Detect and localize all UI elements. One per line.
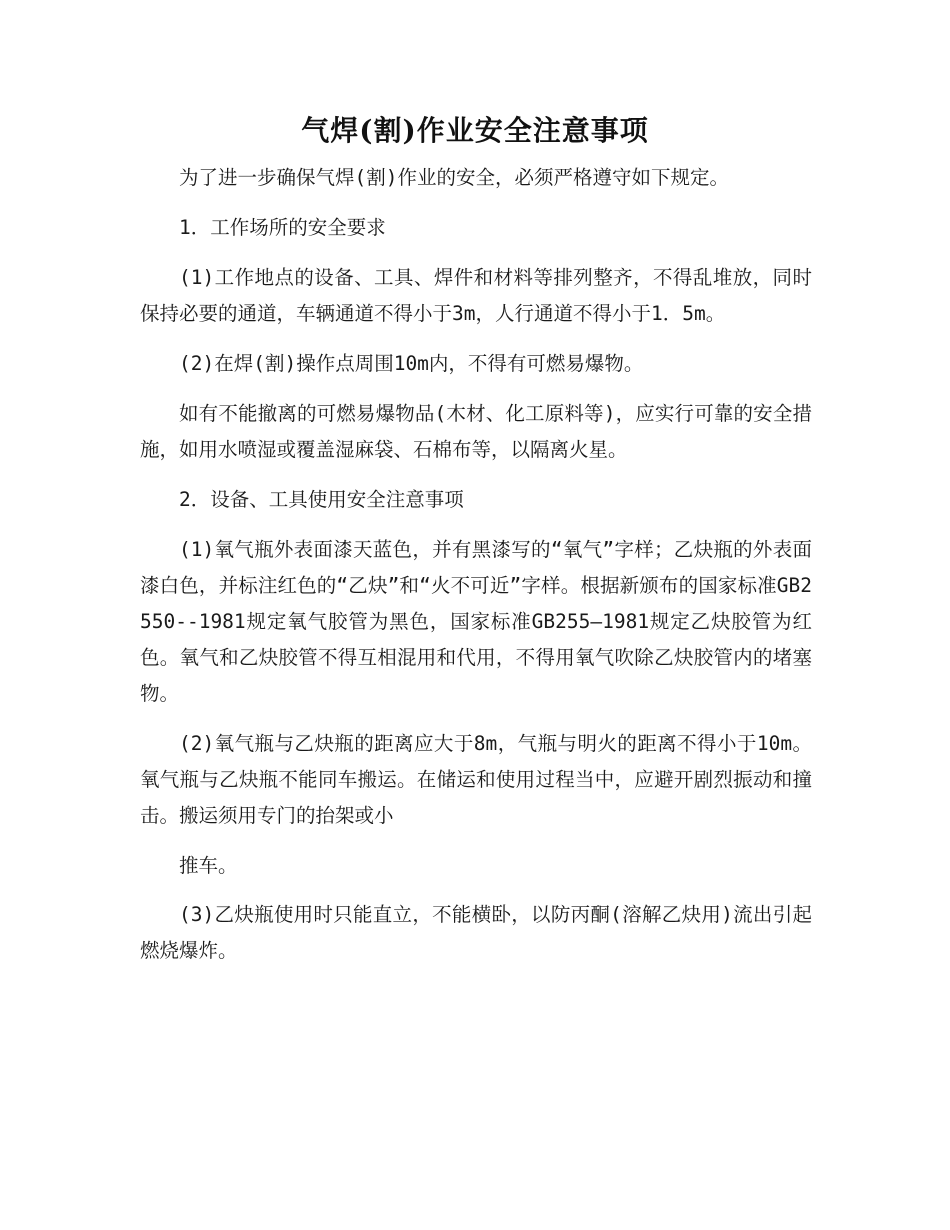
paragraph-intro: 为了进一步确保气焊(割)作业的安全，必须严格遵守如下规定。 bbox=[179, 166, 729, 189]
paragraph-isolation-measures: 如有不能撤离的可燃易爆物品(木材、化工原料等)，应实行可靠的安全措施，如用水喷湿或覆盖湿麻袋、石棉布等，以隔离火星。 bbox=[140, 402, 812, 461]
paragraph-cylinder-colors: (1)氧气瓶外表面漆天蓝色，并有黑漆写的“氧气”字样；乙炔瓶的外表面漆白色，并标注红色的“乙炔”和“火不可近”字样。根据新颁布的国家标准GB2550--1981规定氧气胶管为黑色，国家标准GB255—1981规定乙炔胶管为红色。氧气和乙炔胶管不得互相混用和代用，不得用氧气吹除乙炔胶管内的堵塞物。 bbox=[140, 538, 812, 705]
section-heading-workplace: 1．工作场所的安全要求 bbox=[179, 216, 386, 239]
document-body bbox=[140, 160, 812, 983]
paragraph-cylinder-distance: (2)氧气瓶与乙炔瓶的距离应大于8m，气瓶与明火的距离不得小于10m。氧气瓶与乙炔瓶不能同车搬运。在储运和使用过程当中，应避开剧烈振动和撞击。搬运须用专门的抬架或小 bbox=[140, 732, 812, 827]
document-title: 气焊(割)作业安全注意事项 bbox=[301, 114, 649, 147]
section-heading-equipment: 2．设备、工具使用安全注意事项 bbox=[179, 488, 464, 511]
paragraph-combustibles-distance: (2)在焊(割)操作点周围10m内，不得有可燃易爆物。 bbox=[179, 352, 644, 375]
paragraph-acetylene-upright: (3)乙炔瓶使用时只能直立，不能横卧，以防丙酮(溶解乙炔用)流出引起燃烧爆炸。 bbox=[140, 903, 812, 962]
paragraph-workplace-layout: (1)工作地点的设备、工具、焊件和材料等排列整齐，不得乱堆放，同时保持必要的通道，车辆通道不得小于3m，人行通道不得小于1．5m。 bbox=[140, 266, 812, 325]
paragraph-cart-continuation: 推车。 bbox=[179, 854, 238, 877]
